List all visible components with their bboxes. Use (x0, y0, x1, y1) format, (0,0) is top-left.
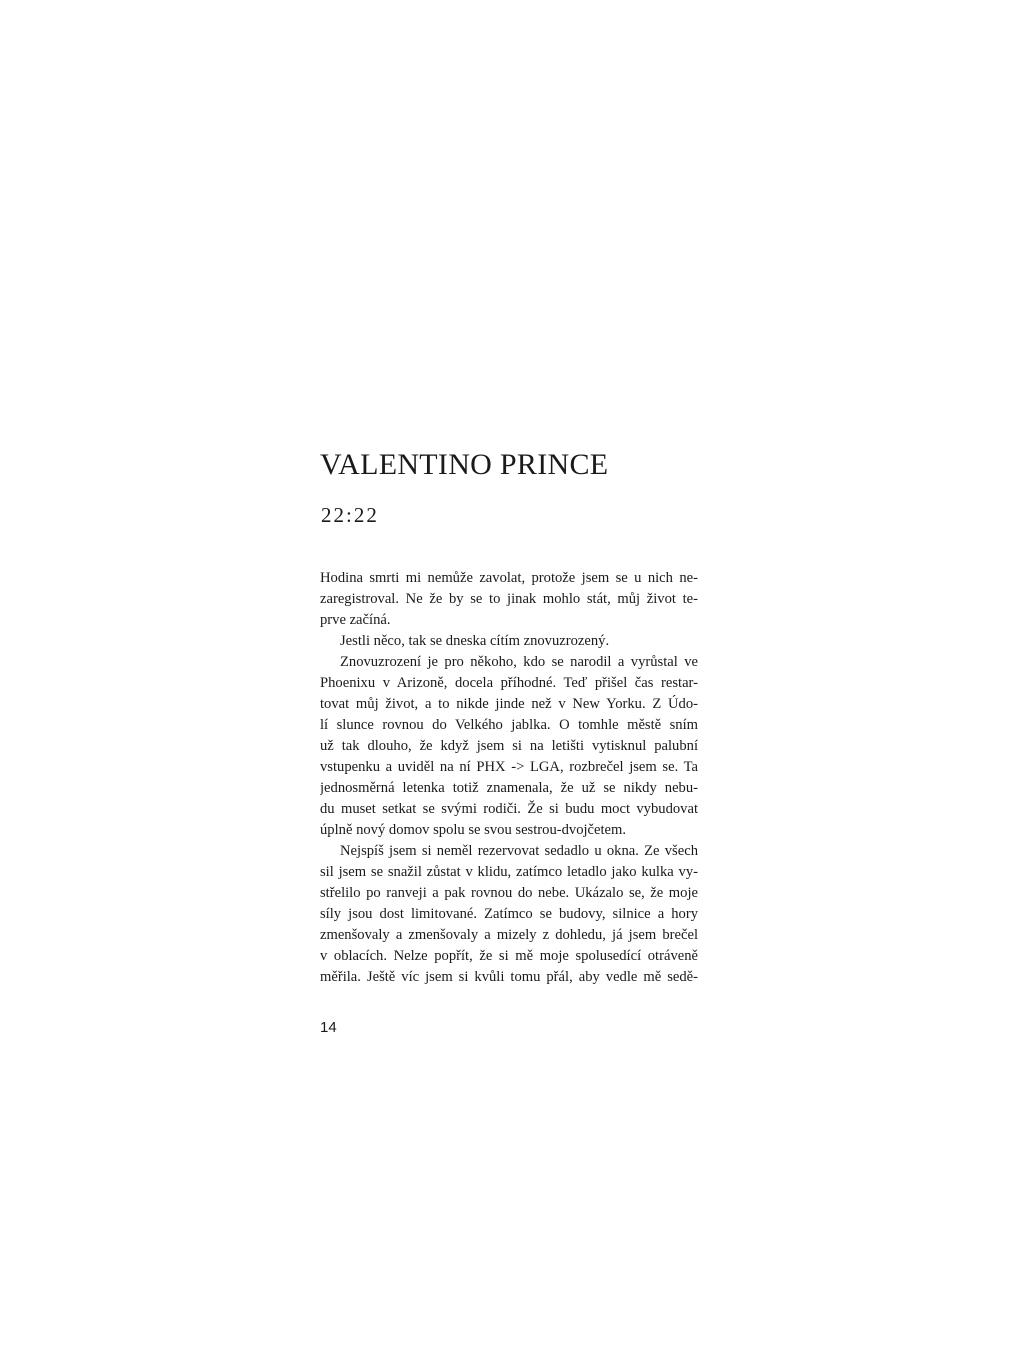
page-number: 14 (320, 1019, 337, 1036)
text-line: Jestli něco, tak se dneska cítím znovuzrozený. (340, 633, 610, 649)
text-line: sil jsem se snažil zůstat v klidu, zatímco letadlo jako kulka vy- (320, 864, 698, 880)
text-line: už tak dlouho, že když jsem si na letišti vytisknul palubní (320, 738, 698, 754)
text-line: du muset setkat se svými rodiči. Že si budu moct vybudovat (320, 801, 698, 817)
text-line: prve začíná. (320, 612, 391, 628)
text-line: zmenšovaly a zmenšovaly a mizely z dohledu, já jsem brečel (320, 927, 698, 943)
text-line: úplně nový domov spolu se svou sestrou-dvojčetem. (320, 822, 627, 838)
text-line: Hodina smrti mi nemůže zavolat, protože jsem se u nich ne- (320, 570, 698, 586)
text-line: Phoenixu v Arizoně, docela příhodné. Teď přišel čas restar- (320, 675, 698, 691)
body-text (320, 568, 698, 988)
text-line: v oblacích. Nelze popřít, že si mě moje spolusedící otráveně (320, 948, 698, 964)
text-line: jednosměrná letenka totiž znamenala, že už se nikdy nebu- (320, 780, 698, 796)
text-line: zaregistroval. Ne že by se to jinak mohlo stát, můj život te- (320, 591, 698, 607)
chapter-time: 22:22 (321, 503, 379, 527)
text-line: tovat můj život, a to nikde jinde než v New Yorku. Z Údo- (320, 696, 698, 712)
text-line: Nejspíš jsem si neměl rezervovat sedadlo u okna. Ze všech (340, 843, 698, 859)
text-line: měřila. Ještě víc jsem si kvůli tomu přál, aby vedle mě sedě- (320, 969, 698, 985)
text-line: střelilo po ranveji a pak rovnou do nebe. Ukázalo se, že moje (320, 885, 698, 901)
text-line: síly jsou dost limitované. Zatímco se budovy, silnice a hory (320, 906, 698, 922)
text-line: lí slunce rovnou do Velkého jablka. O tomhle městě sním (320, 717, 698, 733)
text-line: vstupenku a uviděl na ní PHX -> LGA, rozbrečel jsem se. Ta (320, 759, 698, 775)
text-line: Znovuzrození je pro někoho, kdo se narodil a vyrůstal ve (340, 654, 698, 670)
chapter-title: VALENTINO PRINCE (320, 448, 609, 481)
